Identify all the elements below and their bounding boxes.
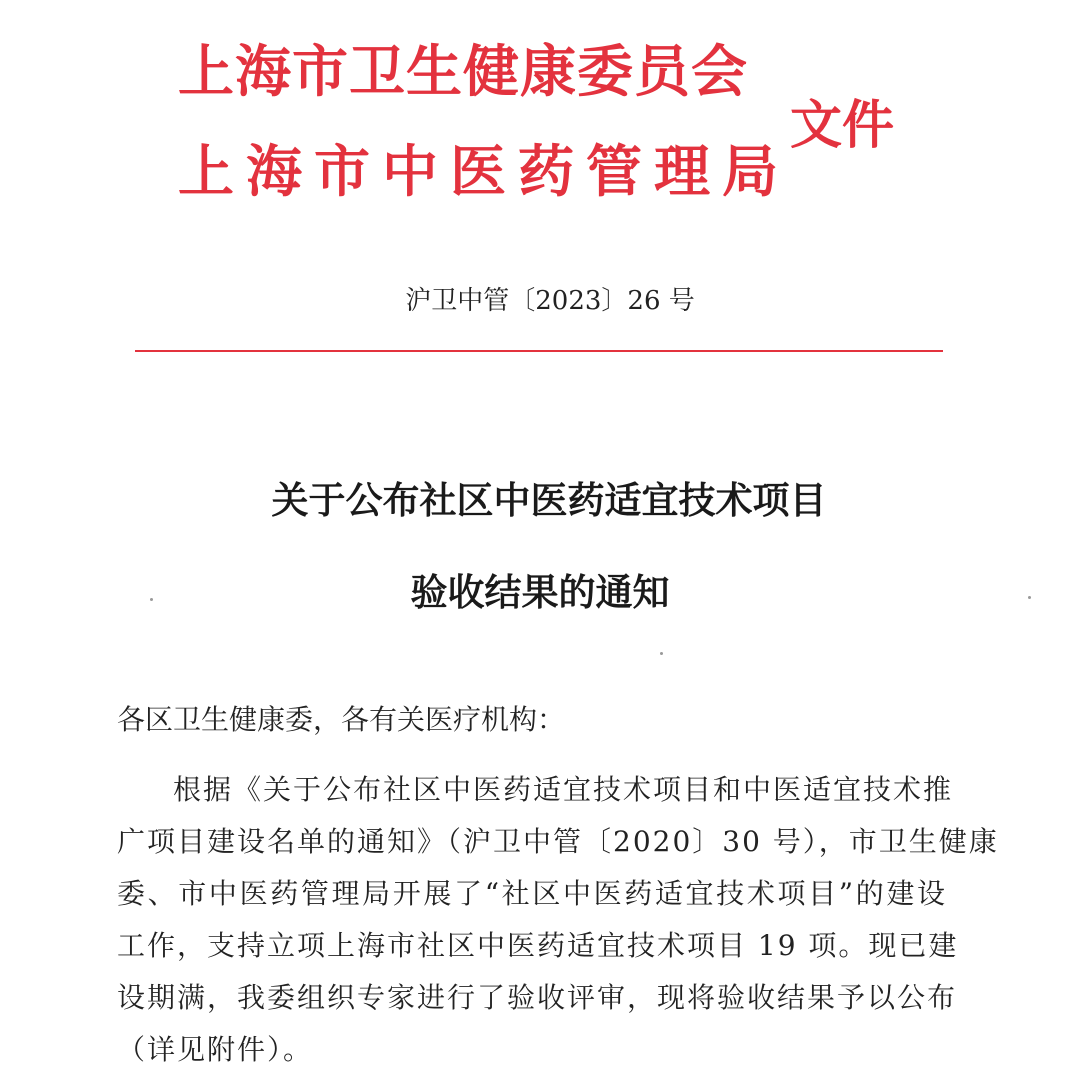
salutation: 各区卫生健康委，各有关医疗机构： [117, 703, 566, 736]
notice-title-line-2: 验收结果的通知 [410, 570, 670, 614]
body-paragraph [117, 764, 999, 1076]
scan-speck [1028, 596, 1031, 599]
document-number: 沪卫中管〔2023〕26 号 [405, 286, 695, 316]
issuer-line-1: 上海市卫生健康委员会 [178, 39, 748, 105]
body-line: 委、市中医药管理局开展了“社区中医药适宜技术项目”的建设 [117, 877, 947, 910]
body-line: 根据《关于公布社区中医药适宜技术项目和中医适宜技术推 [173, 773, 954, 806]
scan-speck [660, 652, 663, 655]
body-line: 广项目建设名单的通知》（沪卫中管〔2020〕30 号），市卫生健康 [117, 825, 999, 858]
red-divider [135, 350, 943, 352]
body-line: 工作，支持立项上海市社区中医药适宜技术项目 19 项。现已建 [117, 929, 959, 962]
issuer-line-2: 上海市中医药管理局 [178, 139, 790, 205]
notice-title-line-1: 关于公布社区中医药适宜技术项目 [271, 478, 827, 522]
body-line: （详见附件）。 [117, 1033, 314, 1066]
body-line: 设期满，我委组织专家进行了验收评审，现将验收结果予以公布 [117, 981, 958, 1014]
scan-speck [150, 598, 153, 601]
document-type-label: 文件 [790, 95, 895, 156]
